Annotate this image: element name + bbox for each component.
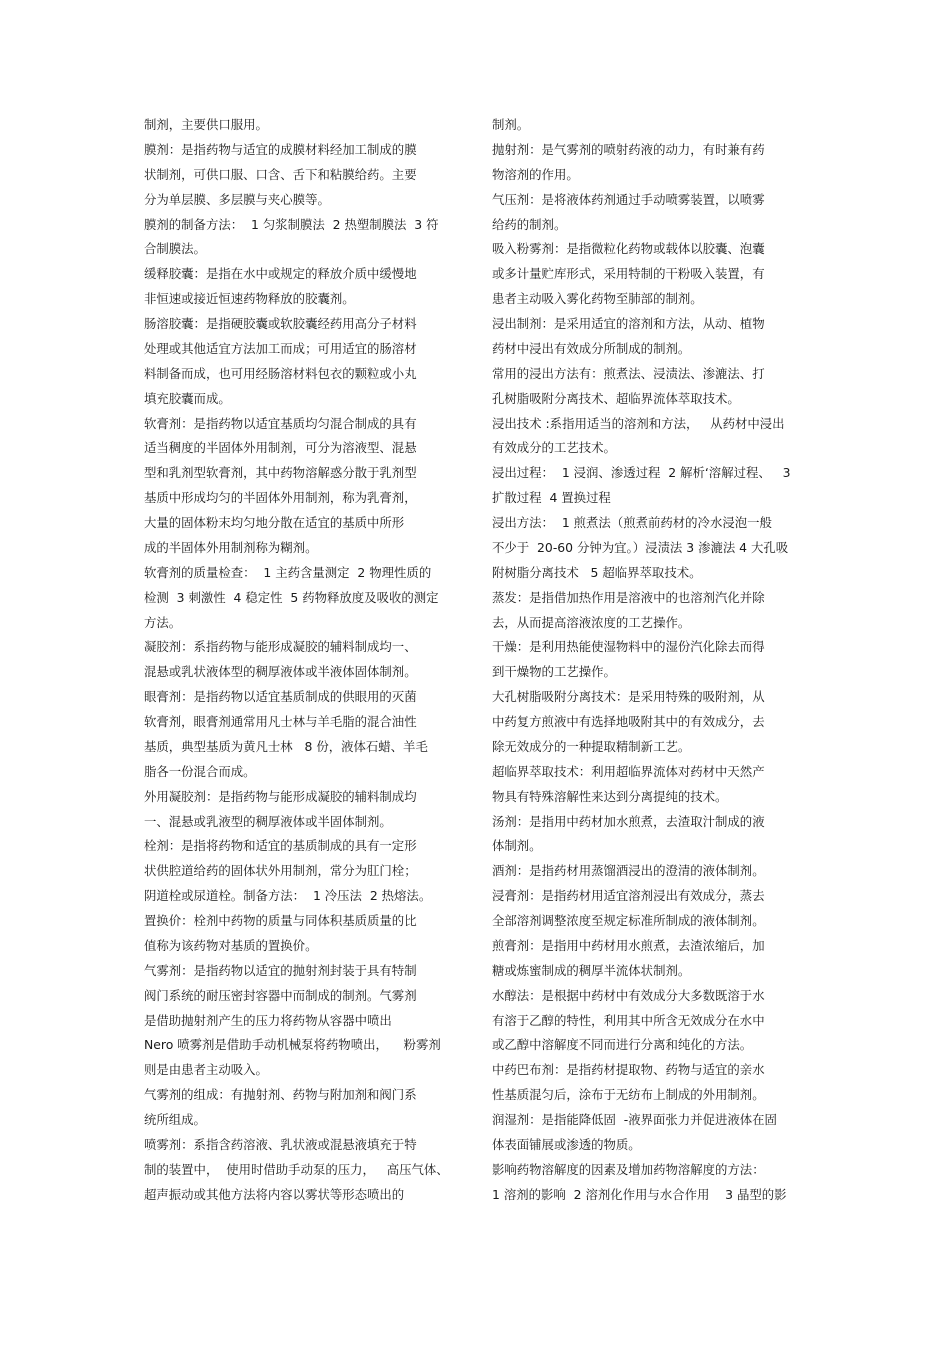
text-line: 状供腔道给药的固体状外用制剂，常分为肛门栓；: [144, 863, 417, 879]
text-line: 除无效成分的一种提取精制新工艺。: [492, 738, 691, 754]
text-line: 超临界萃取技术：利用超临界流体对药材中天然产: [492, 763, 765, 779]
text-line: 肠溶胶囊：是指硬胶囊或软胶囊经药用高分子材料: [144, 316, 417, 331]
text-line: 一、混悬或乳液型的稠厚液体或半固体制剂。: [144, 813, 392, 829]
text-line: 制剂，主要供口服用。: [144, 117, 268, 132]
text-line: 气雾剂：是指药物以适宜的抛射剂封装于具有特制: [144, 962, 417, 978]
text-line: 统所组成。: [144, 1112, 206, 1127]
text-line: 凝胶剂：系指药物与能形成凝胶的辅料制成均一、: [144, 639, 417, 655]
text-line: 气压剂：是将液体药剂通过手动喷雾装置，以喷雾: [492, 191, 765, 207]
text-line: Nero 喷雾剂是借助手动机械泵将药物喷出， 粉雾剂: [144, 1037, 441, 1053]
text-line: 状制剂，可供口服、口含、舌下和粘膜给药。主要: [144, 166, 417, 182]
text-line: 脂各一份混合而成。: [144, 763, 256, 779]
text-line: 料制备而成，也可用经肠溶材料包衣的颗粒或小丸: [144, 365, 417, 381]
text-line: 阴道栓或尿道栓。制备方法： 1 冷压法 2 热熔法。: [144, 888, 432, 904]
text-line: 到干燥物的工艺操作。: [492, 664, 616, 680]
text-line: 软膏剂的质量检查： 1 主药含量测定 2 物理性质的: [144, 564, 432, 580]
text-line: 大孔树脂吸附分离技术：是采用特殊的吸附剂，从: [492, 689, 765, 705]
text-line: 制的装置中， 使用时借助手动泵的压力， 高压气体、: [144, 1161, 449, 1177]
text-line: 成的半固体外用制剂称为糊剂。: [144, 539, 318, 555]
text-line: 分为单层膜、多层膜与夹心膜等。: [144, 191, 330, 207]
text-line: 值称为该药物对基质的置换价。: [144, 937, 318, 953]
text-line: 润湿剂：是指能降低固 -液界面张力并促进液体在固: [492, 1112, 777, 1127]
left-text-column: [144, 113, 470, 1208]
text-line: 或乙醇中溶解度不同而进行分离和纯化的方法。: [492, 1037, 753, 1053]
text-line: 外用凝胶剂：是指药物与能形成凝胶的辅料制成均: [144, 788, 417, 804]
text-line: 处理或其他适宜方法加工而成；可用适宜的肠溶材: [144, 340, 417, 356]
text-line: 常用的浸出方法有：煎煮法、浸渍法、渗漉法、打: [492, 365, 765, 381]
text-line: 膜剂的制备方法： 1 匀浆制膜法 2 热塑制膜法 3 符: [144, 216, 439, 232]
text-line: 填充胶囊而成。: [144, 390, 231, 406]
text-line: 检测 3 刺激性 4 稳定性 5 药物释放度及吸收的测定: [144, 589, 439, 605]
text-line: 是借助抛射剂产生的压力将药物从容器中喷出: [144, 1012, 392, 1028]
text-line: 全部溶剂调整浓度至规定标准所制成的液体制剂。: [492, 913, 765, 928]
text-line: 吸入粉雾剂：是指微粒化药物或载体以胶囊、泡囊: [492, 241, 765, 257]
text-line: 1 溶剂的影响 2 溶剂化作用与水合作用 3 晶型的影: [492, 1186, 787, 1202]
text-line: 浸出制剂：是采用适宜的溶剂和方法，从动、植物: [492, 316, 765, 331]
text-line: 浸出过程： 1 浸润、渗透过程 2 解析‘溶解过程、 3: [492, 465, 791, 481]
text-line: 物具有特殊溶解性来达到分离提纯的技术。: [492, 788, 728, 804]
text-line: 中药复方煎液中有选择地吸附其中的有效成分，去: [492, 714, 765, 729]
text-line: 置换价：栓剂中药物的质量与同体积基质质量的比: [144, 913, 417, 928]
text-line: 软膏剂：是指药物以适宜基质均匀混合制成的具有: [144, 415, 417, 431]
text-line: 药材中浸出有效成分所制成的制剂。: [492, 340, 691, 356]
text-line: 缓释胶囊：是指在水中或规定的释放介质中缓慢地: [144, 266, 417, 282]
text-line: 孔树脂吸附分离技术、超临界流体萃取技术。: [492, 390, 740, 406]
text-line: 阀门系统的耐压密封容器中而制成的制剂。气雾剂: [144, 987, 417, 1003]
text-line: 体制剂。: [492, 838, 542, 854]
text-line: 附树脂分离技术 5 超临界萃取技术。: [492, 564, 702, 580]
text-line: 浸膏剂：是指药材用适宜溶剂浸出有效成分，蒸去: [492, 888, 765, 904]
text-line: 糖或炼蜜制成的稠厚半流体状制剂。: [492, 962, 691, 978]
text-line: 干燥：是利用热能使湿物料中的湿份汽化除去而得: [492, 639, 765, 655]
text-line: 制剂。: [492, 117, 530, 132]
text-line: 基质，典型基质为黄凡士林 8 份，液体石蜡、羊毛: [144, 738, 428, 754]
text-line: 非恒速或接近恒速药物释放的胶囊剂。: [144, 291, 355, 307]
text-line: 中药巴布剂：是指药材提取物、药物与适宜的亲水: [492, 1062, 765, 1078]
text-line: 蒸发：是指借加热作用是溶液中的也溶剂汽化并除: [492, 589, 765, 605]
text-line: 适当稠度的半固体外用制剂，可分为溶液型、混悬: [144, 440, 417, 456]
text-line: 基质中形成均匀的半固体外用制剂，称为乳膏剂，: [144, 490, 417, 506]
text-line: 超声振动或其他方法将内容以雾状等形态喷出的: [144, 1186, 405, 1202]
text-line: 不少于 20-60 分钟为宜。）浸渍法 3 渗漉法 4 大孔吸: [492, 539, 789, 555]
text-line: 软膏剂，眼膏剂通常用凡士林与羊毛脂的混合油性: [144, 714, 417, 729]
text-line: 合制膜法。: [144, 241, 206, 257]
text-line: 患者主动吸入雾化药物至肺部的制剂。: [492, 291, 703, 307]
text-line: 物溶剂的作用。: [492, 166, 579, 182]
text-line: 则是由患者主动吸入。: [144, 1062, 268, 1078]
text-line: 方法。: [144, 614, 182, 630]
text-line: 膜剂：是指药物与适宜的成膜材料经加工制成的膜: [144, 141, 417, 157]
text-line: 煎膏剂：是指用中药材用水煎煮，去渣浓缩后，加: [492, 937, 765, 953]
text-line: 栓剂：是指将药物和适宜的基质制成的具有一定形: [144, 838, 417, 854]
text-line: 浸出技术 :系指用适当的溶剂和方法， 从药材中浸出: [492, 415, 785, 431]
text-line: 抛射剂：是气雾剂的喷射药液的动力，有时兼有药: [492, 141, 765, 157]
text-line: 酒剂：是指药材用蒸馏酒浸出的澄清的液体制剂。: [492, 863, 765, 879]
text-line: 给药的制剂。: [492, 216, 567, 232]
right-text-column: [492, 113, 818, 1208]
text-line: 汤剂：是指用中药材加水煎煮，去渣取汁制成的液: [492, 813, 765, 829]
text-line: 水醇法：是根据中药材中有效成分大多数既溶于水: [492, 987, 765, 1003]
text-line: 气雾剂的组成：有抛射剂、药物与附加剂和阀门系: [144, 1087, 417, 1103]
text-line: 型和乳剂型软膏剂，其中药物溶解惑分散于乳剂型: [144, 465, 417, 481]
text-line: 扩散过程 4 置换过程: [492, 490, 611, 506]
text-line: 喷雾剂：系指含药溶液、乳状液或混悬液填充于特: [144, 1136, 417, 1152]
text-line: 大量的固体粉末均匀地分散在适宜的基质中所形: [144, 515, 405, 530]
text-line: 有溶于乙醇的特性，利用其中所含无效成分在水中: [492, 1012, 765, 1028]
text-line: 去，从而提高溶液浓度的工艺操作。: [492, 614, 691, 630]
text-line: 性基质混匀后，涂布于无纺布上制成的外用制剂。: [492, 1087, 765, 1103]
text-line: 眼膏剂：是指药物以适宜基质制成的供眼用的灭菌: [144, 689, 417, 705]
text-line: 或多计量贮库形式，采用特制的干粉吸入装置，有: [492, 266, 765, 282]
text-line: 影响药物溶解度的因素及增加药物溶解度的方法：: [492, 1161, 765, 1177]
text-line: 体表面铺展或渗透的物质。: [492, 1136, 641, 1152]
text-line: 浸出方法： 1 煎煮法（煎煮前药材的冷水浸泡一般: [492, 515, 772, 530]
text-line: 有效成分的工艺技术。: [492, 440, 616, 456]
text-line: 混悬或乳状液体型的稠厚液体或半液体固体制剂。: [144, 664, 417, 680]
